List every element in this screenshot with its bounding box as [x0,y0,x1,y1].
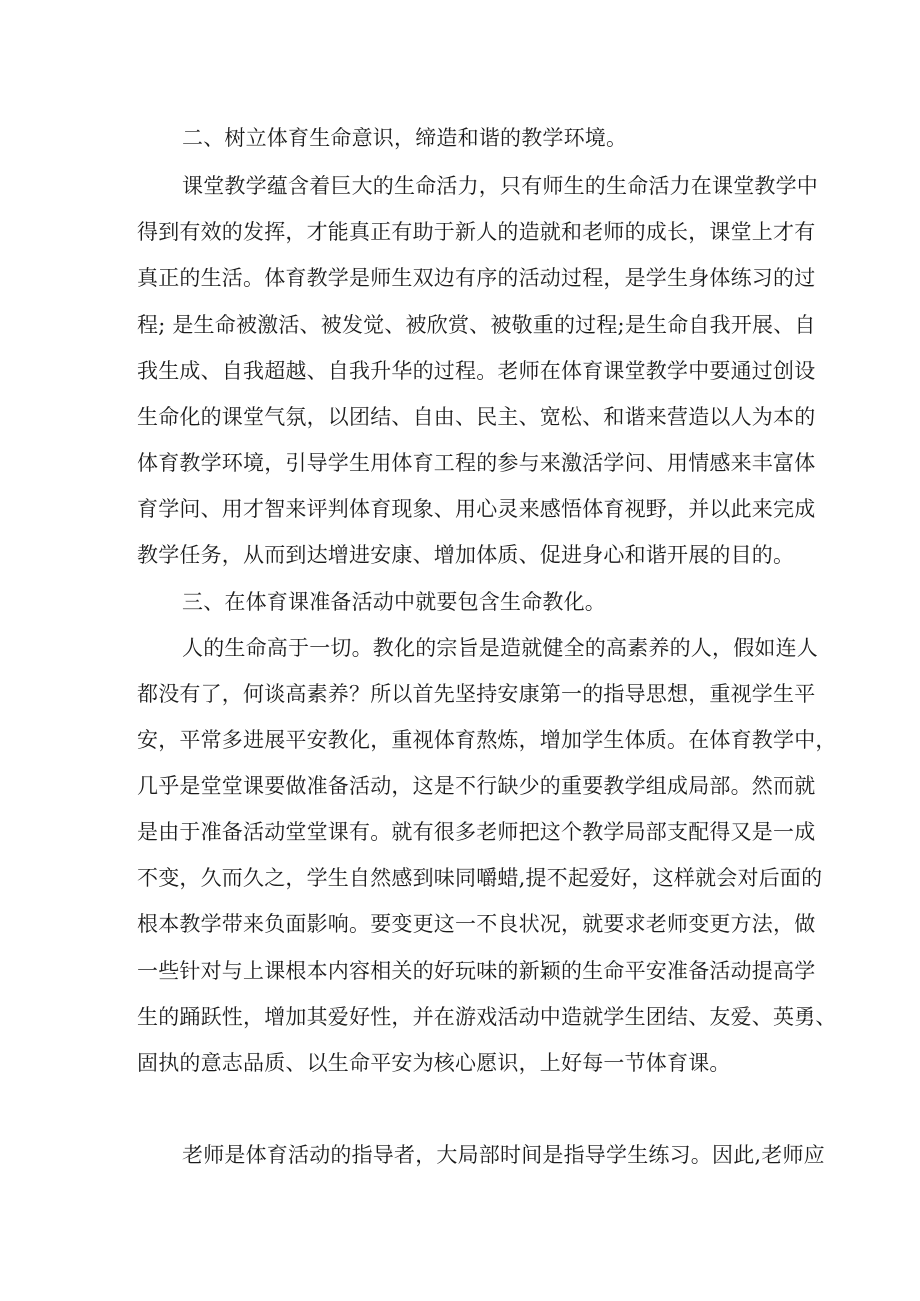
paragraph-line: 教学任务，从而到达增进安康、增加体质、促进身心和谐开展的目的。 [137,543,795,567]
paragraph-line: 根本教学带来负面影响。要变更这一不良状况，就要求老师变更方法，做 [137,912,816,936]
paragraph-line: 老师是体育活动的指导者，大局部时间是指导学生练习。因此,老师应 [182,1143,825,1167]
paragraph-line: 生命化的课堂气氛，以团结、自由、民主、宽松、和谐来营造以人为本的 [137,405,816,429]
paragraph-line: 不变，久而久之，学生自然感到味同嚼蜡,提不起爱好，这样就会对后面的 [137,866,823,890]
heading-section-3: 三、在体育课准备活动中就要包含生命教化。 [182,590,606,614]
paragraph-line: 程; 是生命被激活、被发觉、被欣赏、被敬重的过程;是生命自我开展、自 [137,313,816,337]
paragraph-line: 真正的生活。体育教学是师生双边有序的活动过程，是学生身体练习的过 [137,266,816,290]
paragraph-line: 几乎是堂堂课要做准备活动，这是不行缺少的重要教学组成局部。然而就 [137,774,816,798]
paragraph-line: 我生成、自我超越、自我升华的过程。老师在体育课堂教学中要通过创设 [137,359,816,383]
paragraph-line: 体育教学环境，引导学生用体育工程的参与来激活学问、用情感来丰富体 [137,451,816,475]
paragraph-line: 生的踊跃性，增加其爱好性，并在游戏活动中造就学生团结、友爱、英勇、 [137,1005,837,1029]
paragraph-line: 得到有效的发挥，才能真正有助于新人的造就和老师的成长，课堂上才有 [137,220,816,244]
paragraph-line: 一些针对与上课根本内容相关的好玩味的新颖的生命平安准备活动提高学 [137,959,816,983]
paragraph-line: 人的生命高于一切。教化的宗旨是造就健全的高素养的人，假如连人 [182,636,818,660]
heading-section-2: 二、树立体育生命意识，缔造和谐的教学环境。 [182,126,628,150]
paragraph-line: 安，平常多进展平安教化，重视体育熬炼，增加学生体质。在体育教学中， [137,728,837,752]
paragraph-line: 课堂教学蕴含着巨大的生命活力，只有师生的生命活力在课堂教学中 [182,174,818,198]
paragraph-line: 都没有了，何谈高素养？所以首先坚持安康第一的指导思想，重视学生平 [137,682,816,706]
paragraph-line: 育学问、用才智来评判体育现象、用心灵来感悟体育视野，并以此来完成 [137,497,816,521]
paragraph-line: 是由于准备活动堂堂课有。就有很多老师把这个教学局部支配得又是一成 [137,820,816,844]
paragraph-line: 固执的意志品质、以生命平安为核心愿识，上好每一节体育课。 [137,1051,731,1075]
